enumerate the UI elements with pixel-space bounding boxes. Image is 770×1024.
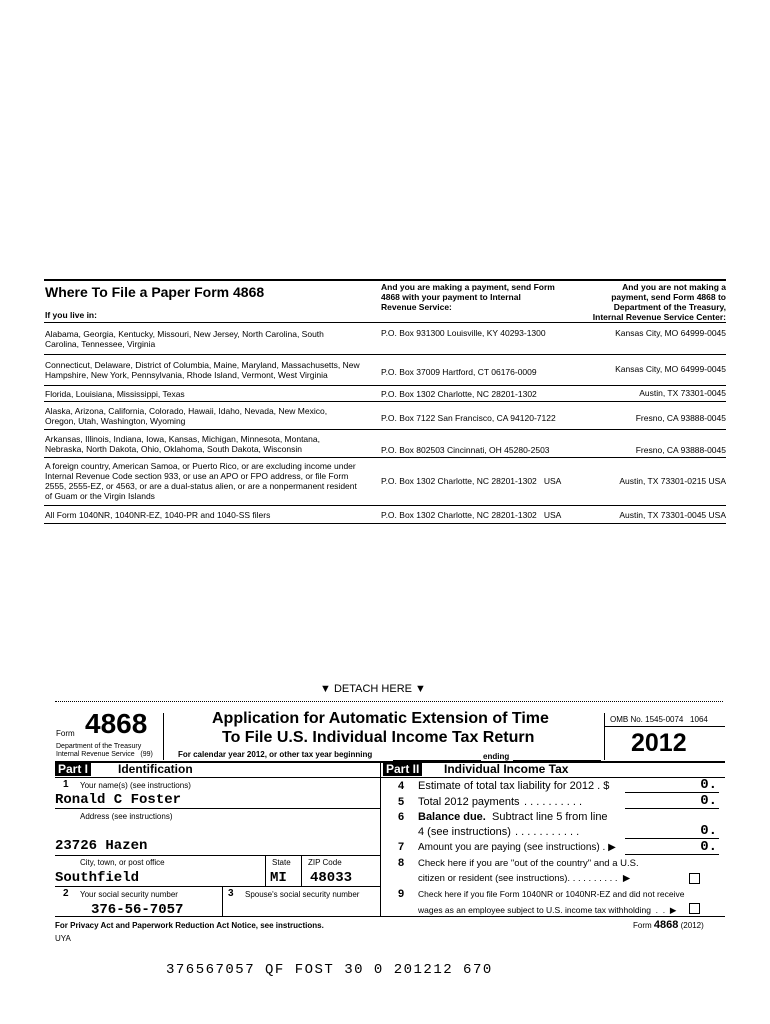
part-2-label: Part II bbox=[383, 762, 422, 776]
line-5-label: Total 2012 payments bbox=[418, 796, 520, 808]
detach-cut-line bbox=[55, 701, 723, 702]
line-9-label-continued: wages as an employee subject to U.S. income tax withholding . . ▶ bbox=[418, 905, 677, 915]
line-3-label: Spouse's social security number bbox=[245, 890, 360, 899]
no-payment-address-cell: Kansas City, MO 64999-0045 bbox=[615, 328, 726, 338]
line-6-leader-dots: . . . . . . . . . . . bbox=[515, 826, 580, 838]
no-payment-address-cell: Austin, TX 73301-0045 bbox=[639, 388, 726, 398]
line-7-amount[interactable]: 0. bbox=[700, 839, 717, 855]
payment-address-cell: P.O. Box 802503 Cincinnati, OH 45280-2503 bbox=[381, 445, 550, 455]
line-5-amount[interactable]: 0. bbox=[700, 793, 717, 809]
footer-form-year: (2012) bbox=[680, 921, 704, 930]
line-8-label-continued: citizen or resident (see instructions). . . . . . . . . . ▶ bbox=[418, 873, 631, 884]
where-to-file-title: Where To File a Paper Form 4868 bbox=[45, 284, 265, 300]
detach-here-label: ▼ DETACH HERE ▼ bbox=[320, 683, 426, 695]
payment-address-cell: P.O. Box 1302 Charlotte, NC 28201-1302 USA bbox=[381, 476, 562, 486]
zip-field[interactable]: 48033 bbox=[310, 870, 353, 886]
states-cell: All Form 1040NR, 1040NR-EZ, 1040-PR and 1040-SS filers bbox=[45, 510, 271, 520]
line-6-label: Subtract line 5 from line bbox=[492, 811, 608, 823]
line-8-number: 8 bbox=[398, 857, 405, 869]
form-number: 4868 bbox=[85, 708, 148, 739]
form-title-line-1: Application for Automatic Extension of Time bbox=[212, 710, 549, 727]
no-payment-column-header: And you are not making a payment, send Form 4868 to Department of the Treasury, Internal Revenue Service Center: bbox=[592, 282, 726, 322]
city-field[interactable]: Southfield bbox=[55, 870, 140, 886]
payment-column-header: And you are making a payment, send Form 4868 with your payment to Internal Revenue Service: bbox=[381, 282, 555, 312]
line-3-number: 3 bbox=[228, 888, 234, 899]
line-2-number: 2 bbox=[63, 888, 69, 899]
line-4-amount[interactable]: 0. bbox=[700, 777, 717, 793]
no-payment-address-cell: Austin, TX 73301-0045 USA bbox=[619, 510, 726, 520]
state-field[interactable]: MI bbox=[270, 870, 287, 886]
line-5-number: 5 bbox=[398, 796, 405, 808]
payment-address-cell: P.O. Box 37009 Hartford, CT 06176-0009 bbox=[381, 367, 537, 377]
line-9-number: 9 bbox=[398, 888, 405, 900]
form-title-line-2: To File U.S. Individual Income Tax Return bbox=[222, 729, 535, 746]
privacy-act-notice: For Privacy Act and Paperwork Reduction Act Notice, see instructions. bbox=[55, 921, 324, 930]
form-word: Form bbox=[56, 729, 75, 738]
line-9-label: Check here if you file Form 1040NR or 1040NR-EZ and did not receive bbox=[418, 889, 685, 899]
states-cell: A foreign country, American Samoa, or Puerto Rico, or are excluding income under Internal Revenue Code section 933, or use an APO or FPO address, or file Form 2555, 2555-EZ, or 4563, or are a dual-status alien, or are a nonpermanent resident of Guam or the Virgin Islands bbox=[45, 461, 357, 501]
states-cell: Florida, Louisiana, Mississippi, Texas bbox=[45, 389, 185, 399]
city-label: City, town, or post office bbox=[80, 858, 165, 867]
line-6-amount[interactable]: 0. bbox=[700, 823, 717, 839]
ssn-field[interactable]: 376-56-7057 bbox=[91, 902, 184, 918]
part-1-label: Part I bbox=[55, 762, 91, 776]
line-4-number: 4 bbox=[398, 780, 405, 792]
zip-label: ZIP Code bbox=[308, 858, 342, 867]
name-field[interactable]: Ronald C Foster bbox=[55, 792, 182, 808]
payment-address-cell: P.O. Box 1302 Charlotte, NC 28201-1302 bbox=[381, 389, 537, 399]
states-cell: Arkansas, Illinois, Indiana, Iowa, Kansas, Michigan, Minnesota, Montana, Nebraska, North Dakota, Ohio, Oklahoma, South Dakota, Wisconsin bbox=[45, 434, 320, 454]
footer-form-word: Form bbox=[633, 921, 652, 930]
line-6-label-continued: 4 (see instructions) bbox=[418, 826, 511, 838]
no-payment-address-cell: Kansas City, MO 64999-0045 bbox=[615, 364, 726, 374]
department-line-2: Internal Revenue Service (99) bbox=[56, 751, 153, 758]
states-cell: Alabama, Georgia, Kentucky, Missouri, New Jersey, North Carolina, South Carolina, Tennessee, Virginia bbox=[45, 329, 324, 349]
part-2-title: Individual Income Tax bbox=[444, 762, 569, 776]
scanline-code: 376567057 QF FOST 30 0 201212 670 bbox=[166, 962, 493, 978]
department-line-1: Department of the Treasury bbox=[56, 743, 142, 750]
state-label: State bbox=[272, 858, 291, 867]
payment-address-cell: P.O. Box 1302 Charlotte, NC 28201-1302 USA bbox=[381, 510, 562, 520]
line-7-number: 7 bbox=[398, 841, 405, 853]
part-1-title: Identification bbox=[118, 762, 193, 776]
calendar-year-line: For calendar year 2012, or other tax year beginning bbox=[178, 750, 373, 759]
line-5-leader-dots: . . . . . . . . . . bbox=[524, 796, 583, 808]
line-1-number: 1 bbox=[63, 779, 69, 790]
line-2-label: Your social security number bbox=[80, 890, 178, 899]
footer-code: UYA bbox=[55, 934, 71, 943]
line-8-label: Check here if you are "out of the country" and a U.S. bbox=[418, 858, 639, 869]
if-you-live-in-label: If you live in: bbox=[45, 310, 97, 320]
line-6-label-bold: Balance due. bbox=[418, 811, 486, 823]
no-payment-address-cell: Fresno, CA 93888-0045 bbox=[635, 445, 726, 455]
ending-label: ending bbox=[483, 752, 510, 761]
omb-number: OMB No. 1545-0074 1064 bbox=[610, 715, 708, 724]
line-6-number: 6 bbox=[398, 811, 405, 823]
address-label: Address (see instructions) bbox=[80, 812, 173, 821]
payment-address-cell: P.O. Box 7122 San Francisco, CA 94120-7122 bbox=[381, 413, 556, 423]
address-field[interactable]: 23726 Hazen bbox=[55, 838, 148, 854]
footer-form-id bbox=[633, 919, 704, 931]
form-1040nr-checkbox[interactable] bbox=[689, 903, 700, 914]
line-1-label: Your name(s) (see instructions) bbox=[80, 781, 191, 790]
states-cell: Alaska, Arizona, California, Colorado, Hawaii, Idaho, Nevada, New Mexico, Oregon, Utah, Washington, Wyoming bbox=[45, 406, 328, 426]
line-7-label: Amount you are paying (see instructions) . ▶ bbox=[418, 842, 616, 853]
tax-year: 2012 bbox=[631, 729, 687, 757]
no-payment-address-cell: Austin, TX 73301-0215 USA bbox=[619, 476, 726, 486]
out-of-country-checkbox[interactable] bbox=[689, 873, 700, 884]
no-payment-address-cell: Fresno, CA 93888-0045 bbox=[635, 413, 726, 423]
footer-form-number: 4868 bbox=[653, 919, 679, 931]
states-cell: Connecticut, Delaware, District of Columbia, Maine, Maryland, Massachusetts, New Hampshire, New York, Pennsylvania, Rhode Island, Vermont, West Virginia bbox=[45, 360, 360, 380]
line-4-label: Estimate of total tax liability for 2012 . $ bbox=[418, 780, 610, 792]
payment-address-cell: P.O. Box 931300 Louisville, KY 40293-1300 bbox=[381, 328, 546, 338]
